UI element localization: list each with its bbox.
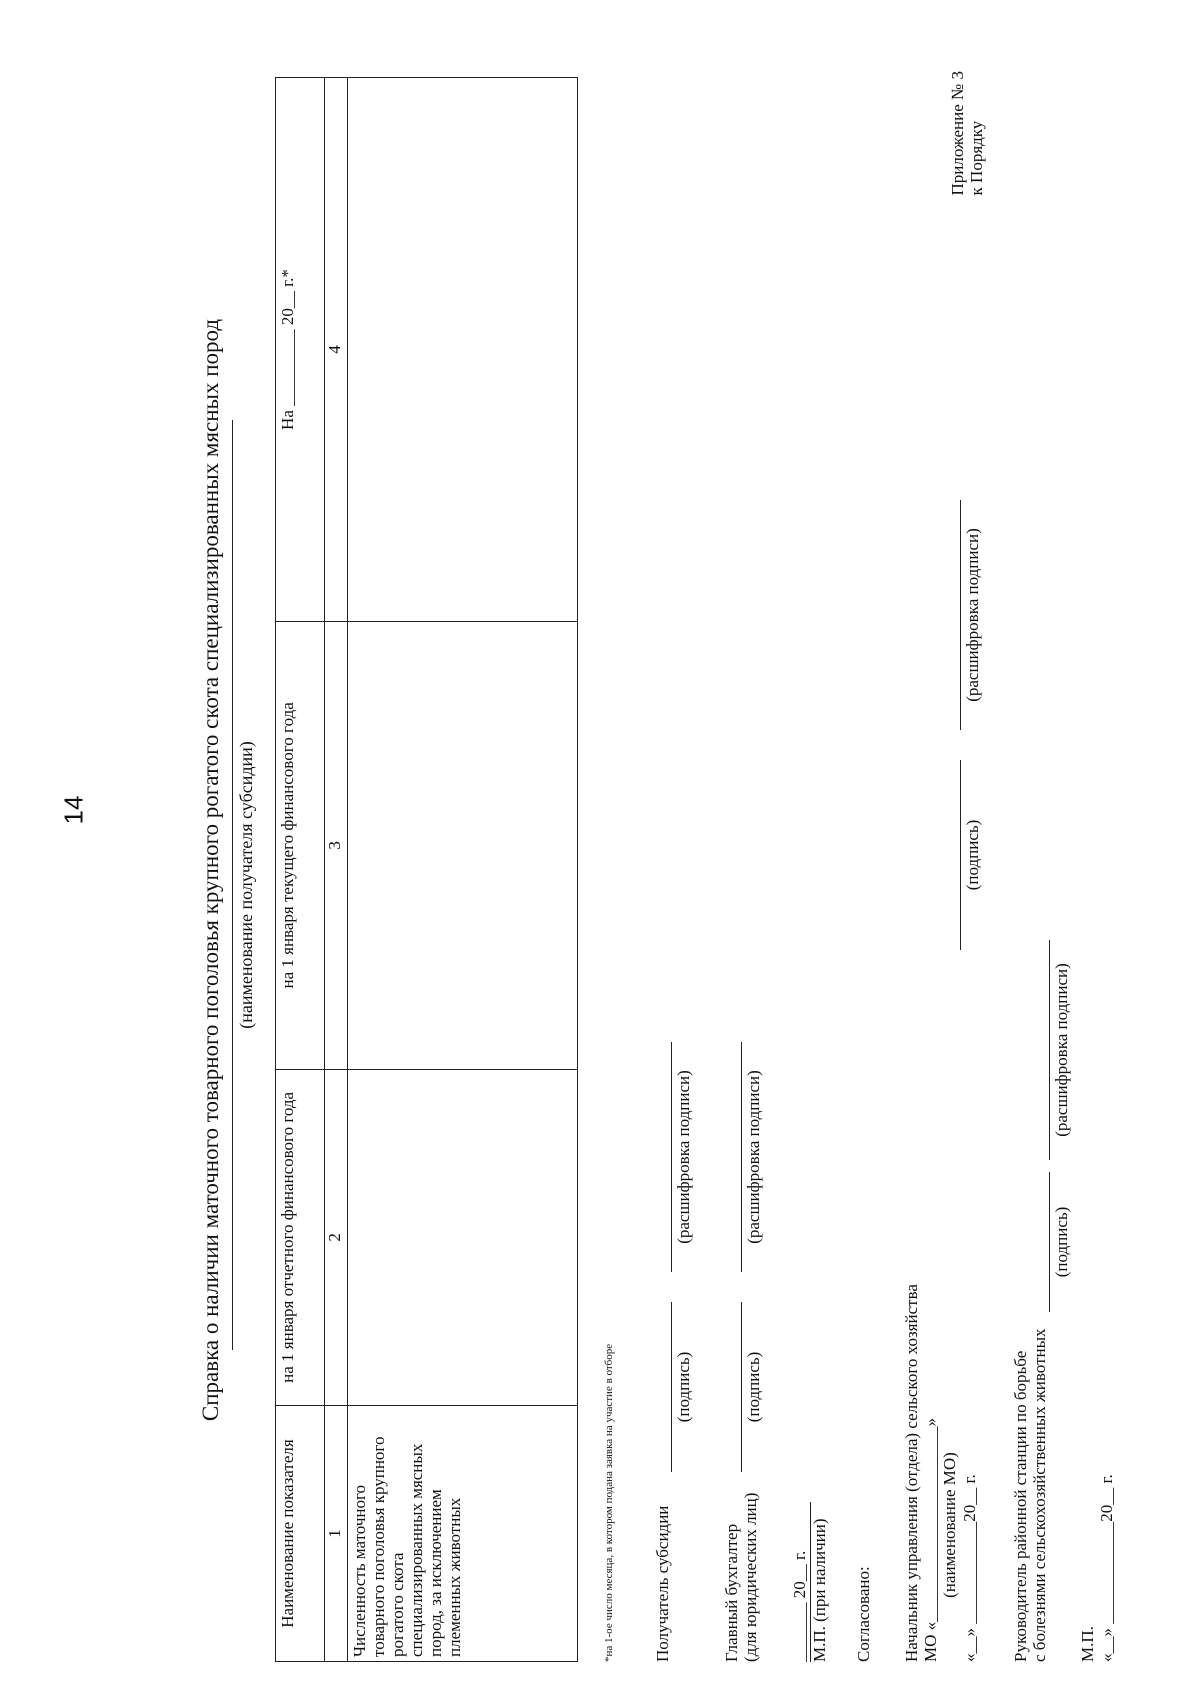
header-reporting-year: на 1 января отчетного финансового года [276, 1069, 325, 1405]
column-number: 4 [325, 78, 348, 622]
value-cell-reporting-year [348, 1069, 578, 1405]
chief-accountant-note: (для юридических лиц) [741, 1492, 760, 1662]
head-transcript-caption: (расшифровка подписи) [963, 528, 982, 702]
recipient-caption: (наименование получателя субсидии) [236, 741, 256, 1029]
recipient-signature-caption: (подпись) [674, 1351, 693, 1423]
document-title: Справка о наличии маточного товарного поголовья крупного рогатого скота специализированных мясных пород [198, 318, 223, 1422]
mo-caption: (наименование МО) [940, 1452, 959, 1598]
table-header-row [276, 78, 325, 1662]
recipient-transcript-line [671, 1042, 672, 1272]
accountant-transcript-caption: (расшифровка подписи) [744, 1070, 763, 1244]
accountant-date-line: _______ 20__ г. [790, 1550, 809, 1662]
header-selection-date: На _________ 20__ г.* [276, 78, 325, 622]
agreed-label: Согласовано: [854, 1566, 873, 1662]
value-cell-selection-date [348, 78, 578, 622]
recipient-label: Получатель субсидии [653, 1505, 672, 1662]
station-transcript-line [1049, 940, 1050, 1160]
station-signature-line [1049, 1172, 1050, 1312]
head-transcript-line [960, 500, 961, 730]
accountant-signature-caption: (подпись) [744, 1351, 763, 1423]
head-signature-line [960, 760, 961, 950]
column-number: 2 [325, 1069, 348, 1405]
accountant-transcript-line [741, 1042, 742, 1272]
indicator-label: Численность маточного товарного поголовья крупного рогатого скота специализированных мясных пород, за исключением племенных животных [348, 1406, 578, 1662]
chief-accountant-label: Главный бухгалтер [722, 1523, 741, 1662]
column-number: 1 [325, 1406, 348, 1662]
livestock-table [275, 77, 578, 1662]
header-current-year: на 1 января текущего финансового года [276, 622, 325, 1070]
mp-label: М.П. [1078, 1626, 1097, 1662]
appendix-line-2: к Порядку [967, 120, 986, 196]
rotated-sheet [140, 70, 1190, 1670]
recipient-name-line [232, 420, 233, 1350]
value-cell-current-year [348, 622, 578, 1070]
table-row [348, 78, 578, 1662]
station-head-line-1: Руководитель районной станции по борьбе [1011, 1350, 1030, 1662]
head-label: Начальник управления (отдела) сельского хозяйства [902, 1284, 921, 1662]
header-indicator-name: Наименование показателя [276, 1406, 325, 1662]
mo-line: МО «_______________________» [921, 1417, 940, 1662]
accountant-signature-line [741, 1302, 742, 1472]
head-date-line: «__» ____________20__ г. [960, 1474, 979, 1662]
page-number: 14 [58, 795, 89, 825]
station-head-line-2: с болезнями сельскохозяйственных животных [1030, 1328, 1049, 1662]
appendix-line-1: Приложение № 3 [948, 71, 967, 196]
station-transcript-caption: (расшифровка подписи) [1052, 963, 1071, 1137]
recipient-transcript-caption: (расшифровка подписи) [674, 1070, 693, 1244]
column-number-row [325, 78, 348, 1662]
column-number: 3 [325, 622, 348, 1070]
appendix-note [948, 71, 986, 195]
recipient-signature-line [671, 1302, 672, 1472]
footnote: *на 1-ое число месяца, в котором подана заявка на участие в отборе [603, 1343, 615, 1662]
head-signature-caption: (подпись) [963, 819, 982, 891]
station-date-line: «__» ____________20__ г. [1097, 1474, 1116, 1662]
stamp-label: М.П. (при наличии) [810, 1518, 829, 1662]
station-signature-caption: (подпись) [1052, 1206, 1071, 1278]
